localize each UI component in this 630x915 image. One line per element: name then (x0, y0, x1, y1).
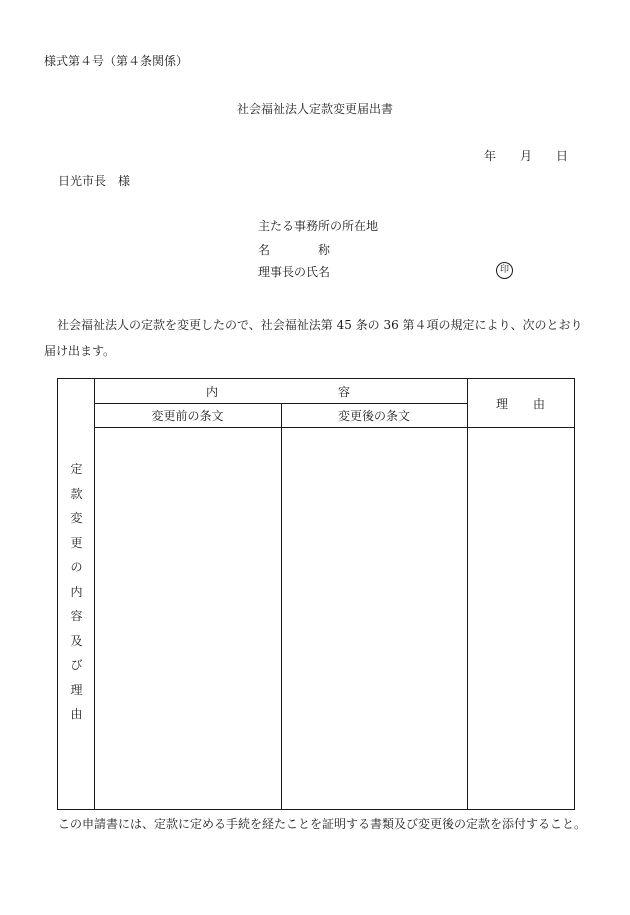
side-label-char: の (70, 560, 83, 574)
content-header-char-2: 容 (338, 385, 351, 399)
side-label-char: 款 (70, 486, 83, 501)
side-label-char: び (70, 658, 83, 672)
content-header-char-1: 内 (206, 385, 219, 399)
date-month: 月 (520, 149, 533, 163)
seal-mark: 印 (496, 262, 513, 279)
attachment-note: この申請書には、定款に定める手続を経たことを証明する書類及び変更後の定款を添付すること。 (58, 817, 587, 831)
date-year: 年 (484, 149, 497, 163)
form-number: 様式第４号（第４条関係） (44, 54, 189, 68)
side-label-char: 更 (70, 535, 83, 550)
addressee: 日光市長 様 (58, 174, 131, 188)
reason-header-char-2: 由 (533, 397, 546, 411)
date-day: 日 (556, 149, 569, 163)
table-divider-middle (281, 403, 282, 809)
side-label-char: 及 (70, 633, 83, 648)
address-label: 主たる事務所の所在地 (258, 219, 379, 233)
reason-header-char-1: 理 (496, 397, 509, 411)
side-label-char: 容 (70, 609, 83, 623)
body-text: 社会福祉法人の定款を変更したので、社会福祉法第 45 条の 36 第４項の規定により、次のとおり届け出ます。 (44, 318, 583, 358)
side-label-char: 理 (70, 682, 83, 697)
after-header: 変更後の条文 (337, 409, 410, 423)
table-header-rule-1 (94, 403, 467, 404)
side-label-char: 内 (70, 584, 83, 599)
table-divider-reason (467, 379, 468, 809)
change-table (57, 378, 575, 810)
name-label-char-1: 名 (258, 243, 271, 257)
document-title: 社会福祉法人定款変更届出書 (236, 102, 393, 116)
date-line (484, 150, 568, 162)
name-label (258, 244, 330, 256)
side-label-char: 定 (70, 462, 83, 476)
side-label-char: 変 (70, 511, 83, 525)
before-header: 変更前の条文 (151, 409, 224, 423)
chairman-name-label: 理事長の氏名 (258, 265, 331, 279)
table-header-rule-2 (94, 427, 574, 428)
side-label-char: 由 (70, 707, 83, 721)
name-label-char-2: 称 (318, 243, 331, 257)
side-label (58, 457, 95, 727)
